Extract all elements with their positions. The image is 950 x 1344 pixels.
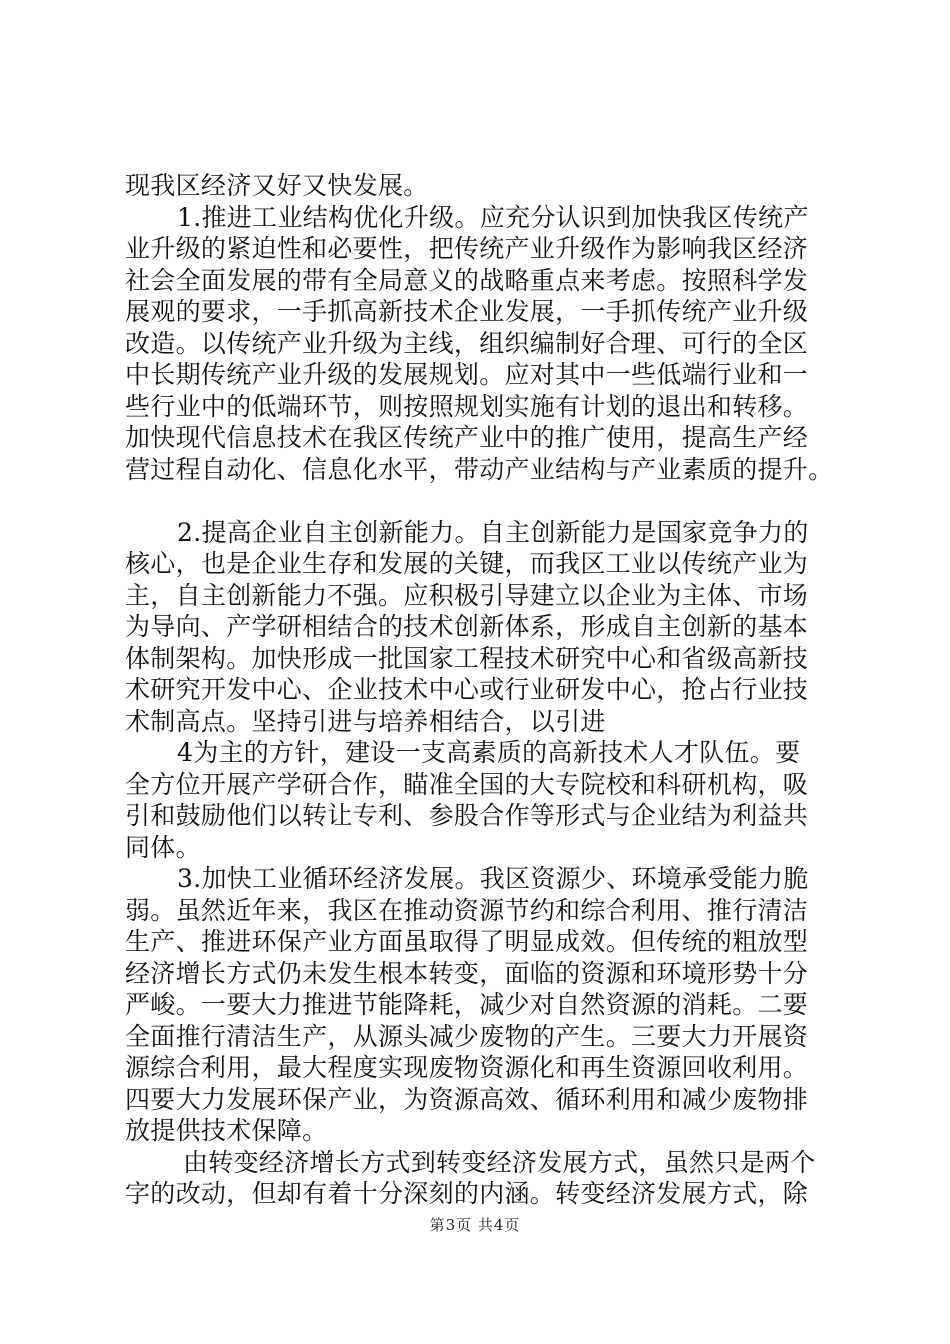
body-text: [125, 170, 835, 1210]
text-line: 现我区经济又好又快发展。: [125, 171, 429, 200]
text-line: 加快现代信息技术在我区传统产业中的推广使用，提高生产经: [125, 423, 809, 452]
paragraph-3-start: 3.加快工业循环经济发展。我区资源少、环境承受能力脆: [177, 864, 809, 893]
text-line: 字的改动，但却有着十分深刻的内涵。转变经济发展方式，除: [125, 1179, 809, 1208]
text-line: 社会全面发展的带有全局意义的战略重点来考虑。按照科学发: [125, 265, 809, 295]
text-line: 源综合利用，最大程度实现废物资源化和再生资源回收利用。: [125, 1053, 809, 1082]
text-line: 生产、推进环保产业方面虽取得了明显成效。但传统的粗放型: [125, 927, 809, 956]
text-line: 放提供技术保障。: [125, 1116, 328, 1145]
text-line: 严峻。一要大力推进节能降耗，减少对自然资源的消耗。二要: [125, 990, 809, 1019]
text-line: 弱。虽然近年来，我区在推动资源节约和综合利用、推行清洁: [125, 895, 809, 925]
text-line: 主，自主创新能力不强。应积极引导建立以企业为主体、市场: [125, 580, 809, 610]
text-line: 全面推行清洁生产，从源头减少废物的产生。三要大力开展资: [125, 1021, 809, 1051]
text-line: 同体。: [125, 832, 201, 862]
text-line: 展观的要求，一手抓高新技术企业发展，一手抓传统产业升级: [125, 297, 809, 326]
text-line: 核心，也是企业生存和发展的关键，而我区工业以传统产业为: [125, 549, 809, 578]
text-line: 全方位开展产学研合作，瞄准全国的大专院校和科研机构，吸: [125, 769, 809, 799]
text-line: 四要大力发展环保产业，为资源高效、循环利用和减少废物排: [125, 1084, 809, 1114]
text-line: 经济增长方式仍未发生根本转变，面临的资源和环境形势十分: [125, 958, 809, 988]
page-number-footer: 第3页 共4页: [429, 1216, 521, 1234]
text-line: 引和鼓励他们以转让专利、参股合作等形式与企业结为利益共: [125, 801, 809, 830]
paragraph-1-start: 1.推进工业结构优化升级。应充分认识到加快我区传统产: [177, 202, 809, 232]
text-line: 些行业中的低端环节，则按照规划实施有计划的退出和转移。: [125, 391, 809, 421]
text-line: 术制高点。坚持引进与培养相结合，以引进: [125, 706, 606, 736]
text-line: 业升级的紧迫性和必要性，把传统产业升级作为影响我区经济: [125, 234, 809, 263]
text-line: 中长期传统产业升级的发展规划。应对其中一些低端行业和一: [125, 360, 809, 389]
paragraph-continuation: 4为主的方针，建设一支高素质的高新技术人才队伍。要: [177, 738, 801, 767]
text-line: 改造。以传统产业升级为主线，组织编制好合理、可行的全区: [125, 328, 809, 358]
text-line: 为导向、产学研相结合的技术创新体系，形成自主创新的基本: [125, 612, 809, 641]
text-line: 体制架构。加快形成一批国家工程技术研究中心和省级高新技: [125, 643, 809, 673]
text-line: 术研究开发中心、企业技术中心或行业研发中心，抢占行业技: [125, 675, 809, 704]
text-line: 营过程自动化、信息化水平，带动产业结构与产业素质的提升。: [125, 454, 834, 484]
paragraph-2-start: 2.提高企业自主创新能力。自主创新能力是国家竞争力的: [177, 517, 809, 547]
paragraph-4-start: 由转变经济增长方式到转变经济发展方式，虽然只是两个: [183, 1147, 816, 1177]
paragraph-gap: [125, 485, 835, 517]
